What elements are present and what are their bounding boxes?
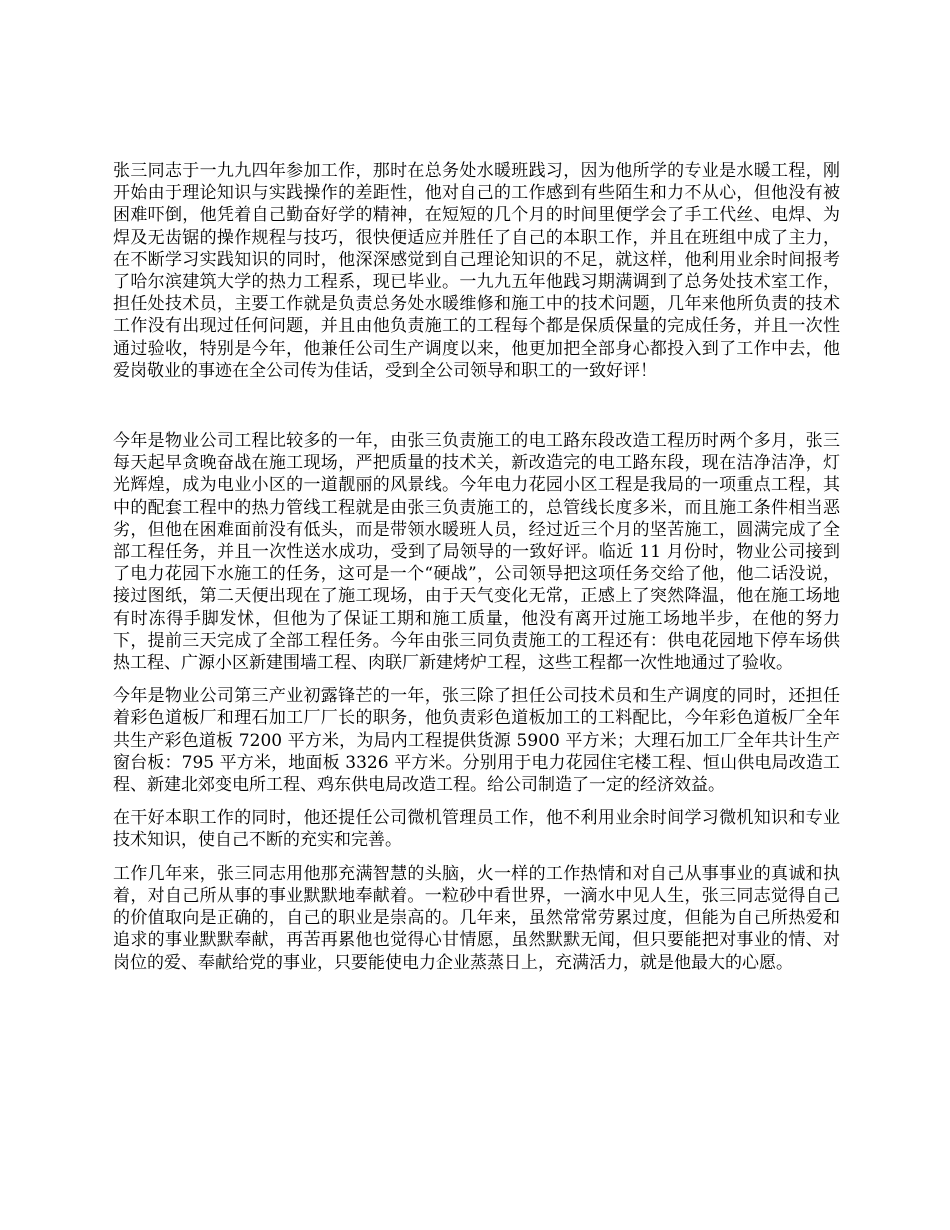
paragraph-2: 今年是物业公司工程比较多的一年，由张三负责施工的电工路东段改造工程历时两个多月，张三每天起早贪晚奋战在施工现场，严把质量的技术关，新改造完的电工路东段，现在洁净洁净，灯光辉煌，成为电业小区的一道靓丽的风景线。今年电力花园小区工程是我局的一项重点工程，其中的配套工程中的热力管线工程就是由张三负责施工的，总管线长度多米，而且施工条件相当恶劣，但他在困难面前没有低头，而是带领水暖班人员，经过近三个月的坚苦施工，圆满完成了全部工程任务，并且一次性送水成功，受到了局领导的一致好评。临近 11 月份时，物业公司接到了电力花园下水施工的任务，这可是一个“硬战”，公司领导把这项任务交给了他，他二话没说，接过图纸，第二天便出现在了施工现场，由于天气变化无常，正感上了突然降温，他在施工场地有时冻得手脚发怵，但他为了保证工期和施工质量，他没有离开过施工场地半步，在他的努力下，提前三天完成了全部工程任务。今年由张三同负责施工的工程还有：供电花园地下停车场供热工程、广源小区新建围墙工程、肉联厂新建烤炉工程，这些工程都一次性地通过了验收。 — [113, 431, 840, 674]
paragraph-5: 工作几年来，张三同志用他那充满智慧的头脑，火一样的工作热情和对自己从事事业的真诚和执着，对自己所从事的事业默默地奉献着。一粒砂中看世界，一滴水中见人生，张三同志觉得自己的价值取向是正确的，自己的职业是崇高的。几年来，虽然常常劳累过度，但能为自己所热爱和追求的事业默默奉献，再苦再累他也觉得心甘情愿，虽然默默无闻，但只要能把对事业的情、对岗位的爱、奉献给党的事业，只要能使电力企业蒸蒸日上，充满活力，就是他最大的心愿。 — [113, 863, 840, 973]
paragraph-3: 今年是物业公司第三产业初露锋芒的一年，张三除了担任公司技术员和生产调度的同时，还担任着彩色道板厂和理石加工厂厂长的职务，他负责彩色道板加工的工料配比，今年彩色道板厂全年共生产彩色道板 7200 平方米，为局内工程提供货源 5900 平方米；大理石加工厂全年共计生产窗台板：795 平方米，地面板 3326 平方米。分别用于电力花园住宅楼工程、恒山供电局改造工程、新建北郊变电所工程、鸡东供电局改造工程。给公司制造了一定的经济效益。 — [113, 686, 840, 796]
document-body — [113, 160, 840, 974]
paragraph-4: 在干好本职工作的同时，他还提任公司微机管理员工作，他不利用业余时间学习微机知识和专业技术知识，使自己不断的充实和完善。 — [113, 808, 840, 851]
paragraph-1: 张三同志于一九九四年参加工作，那时在总务处水暖班践习，因为他所学的专业是水暖工程，刚开始由于理论知识与实践操作的差距性，他对自己的工作感到有些陌生和力不从心，但他没有被困难吓倒，他凭着自己勤奋好学的精神，在短短的几个月的时间里便学会了手工代丝、电焊、为焊及无齿锯的操作规程与技巧，很快便适应并胜任了自己的本职工作，并且在班组中成了主力，在不断学习实践知识的同时，他深深感觉到自己理论知识的不足，就这样，他利用业余时间报考了哈尔滨建筑大学的热力工程系，现已毕业。一九九五年他践习期满调到了总务处技术室工作，担任处技术员，主要工作就是负责总务处水暖维修和施工中的技术问题，几年来他所负责的技术工作没有出现过任何问题，并且由他负责施工的工程每个都是保质保量的完成任务，并且一次性通过验收，特别是今年，他兼任公司生产调度以来，他更加把全部身心都投入到了工作中去，他爱岗敬业的事迹在全公司传为佳话，受到全公司领导和职工的一致好评！ — [113, 161, 840, 381]
